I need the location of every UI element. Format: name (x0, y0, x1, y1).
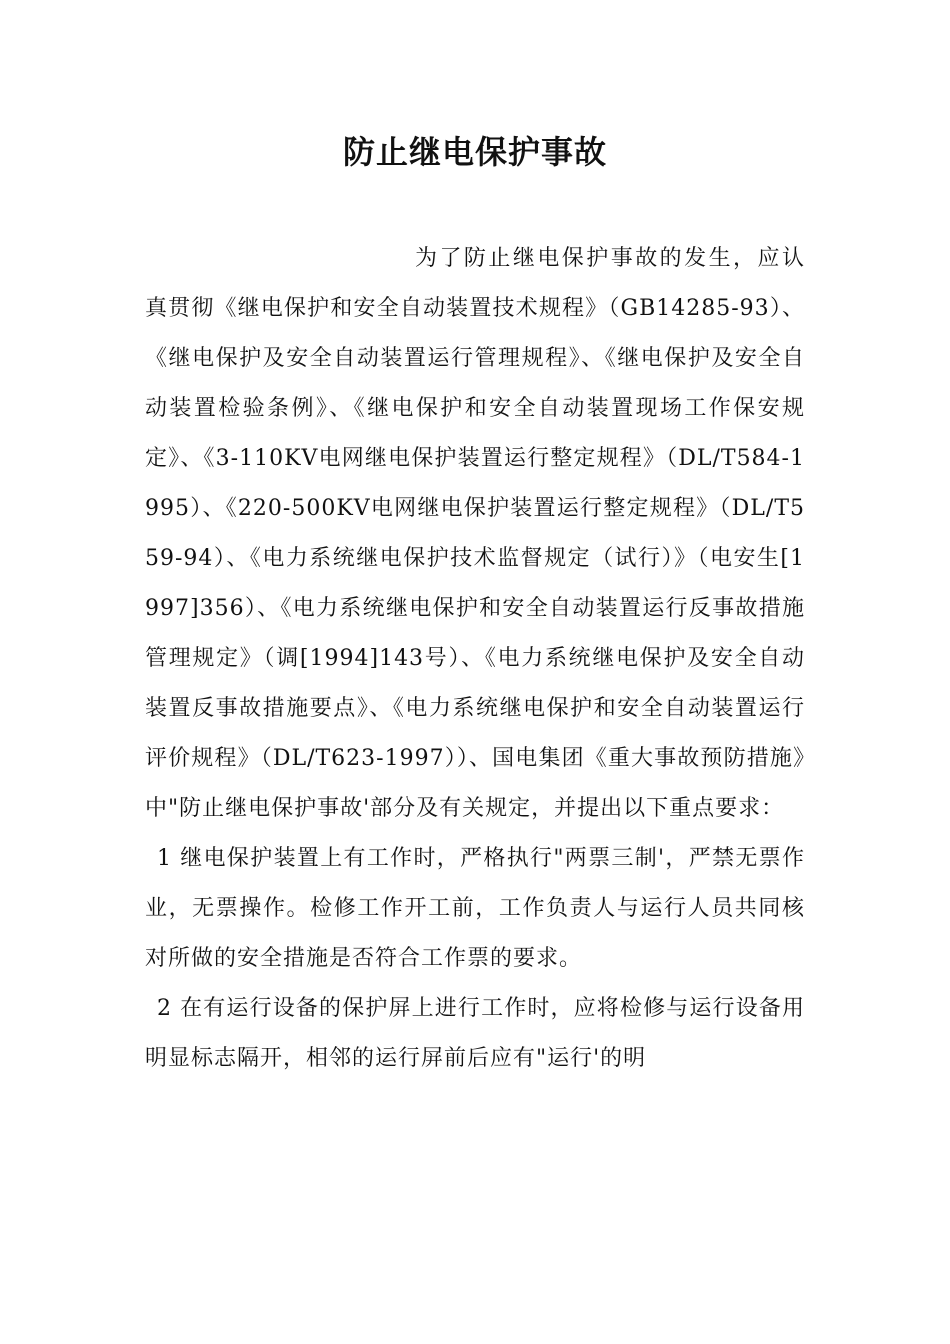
document-title: 防止继电保护事故 (342, 133, 607, 171)
document-body (145, 234, 805, 1084)
requirement-2-paragraph: 2 在有运行设备的保护屏上进行工作时，应将检修与运行设备用明显标志隔开，相邻的运行屏前后应有"运行'的明 (145, 996, 805, 1071)
intro-paragraph: 为了防止继电保护事故的发生，应认真贯彻《继电保护和安全自动装置技术规程》（GB14285-93）、《继电保护及安全自动装置运行管理规程》、《继电保护及安全自动装置检验条例》、《继电保护和安全自动装置现场工作保安规定》、《3-110KV电网继电保护装置运行整定规程》（DL/T584-1995）、《220-500KV电网继电保护装置运行整定规程》（DL/T559-94）、《电力系统继电保护技术监督规定（试行）》（电安生[1997]356）、《电力系统继电保护和安全自动装置运行反事故措施管理规定》（调[1994]143号）、《电力系统继电保护及安全自动装置反事故措施要点》、《电力系统继电保护和安全自动装置运行评价规程》（DL/T623-1997））、国电集团《重大事故预防措施》中"防止继电保护事故'部分及有关规定，并提出以下重点要求： (145, 246, 805, 821)
requirement-1-paragraph: 1 继电保护装置上有工作时，严格执行"两票三制'，严禁无票作业，无票操作。检修工作开工前，工作负责人与运行人员共同核对所做的安全措施是否符合工作票的要求。 (145, 846, 805, 971)
